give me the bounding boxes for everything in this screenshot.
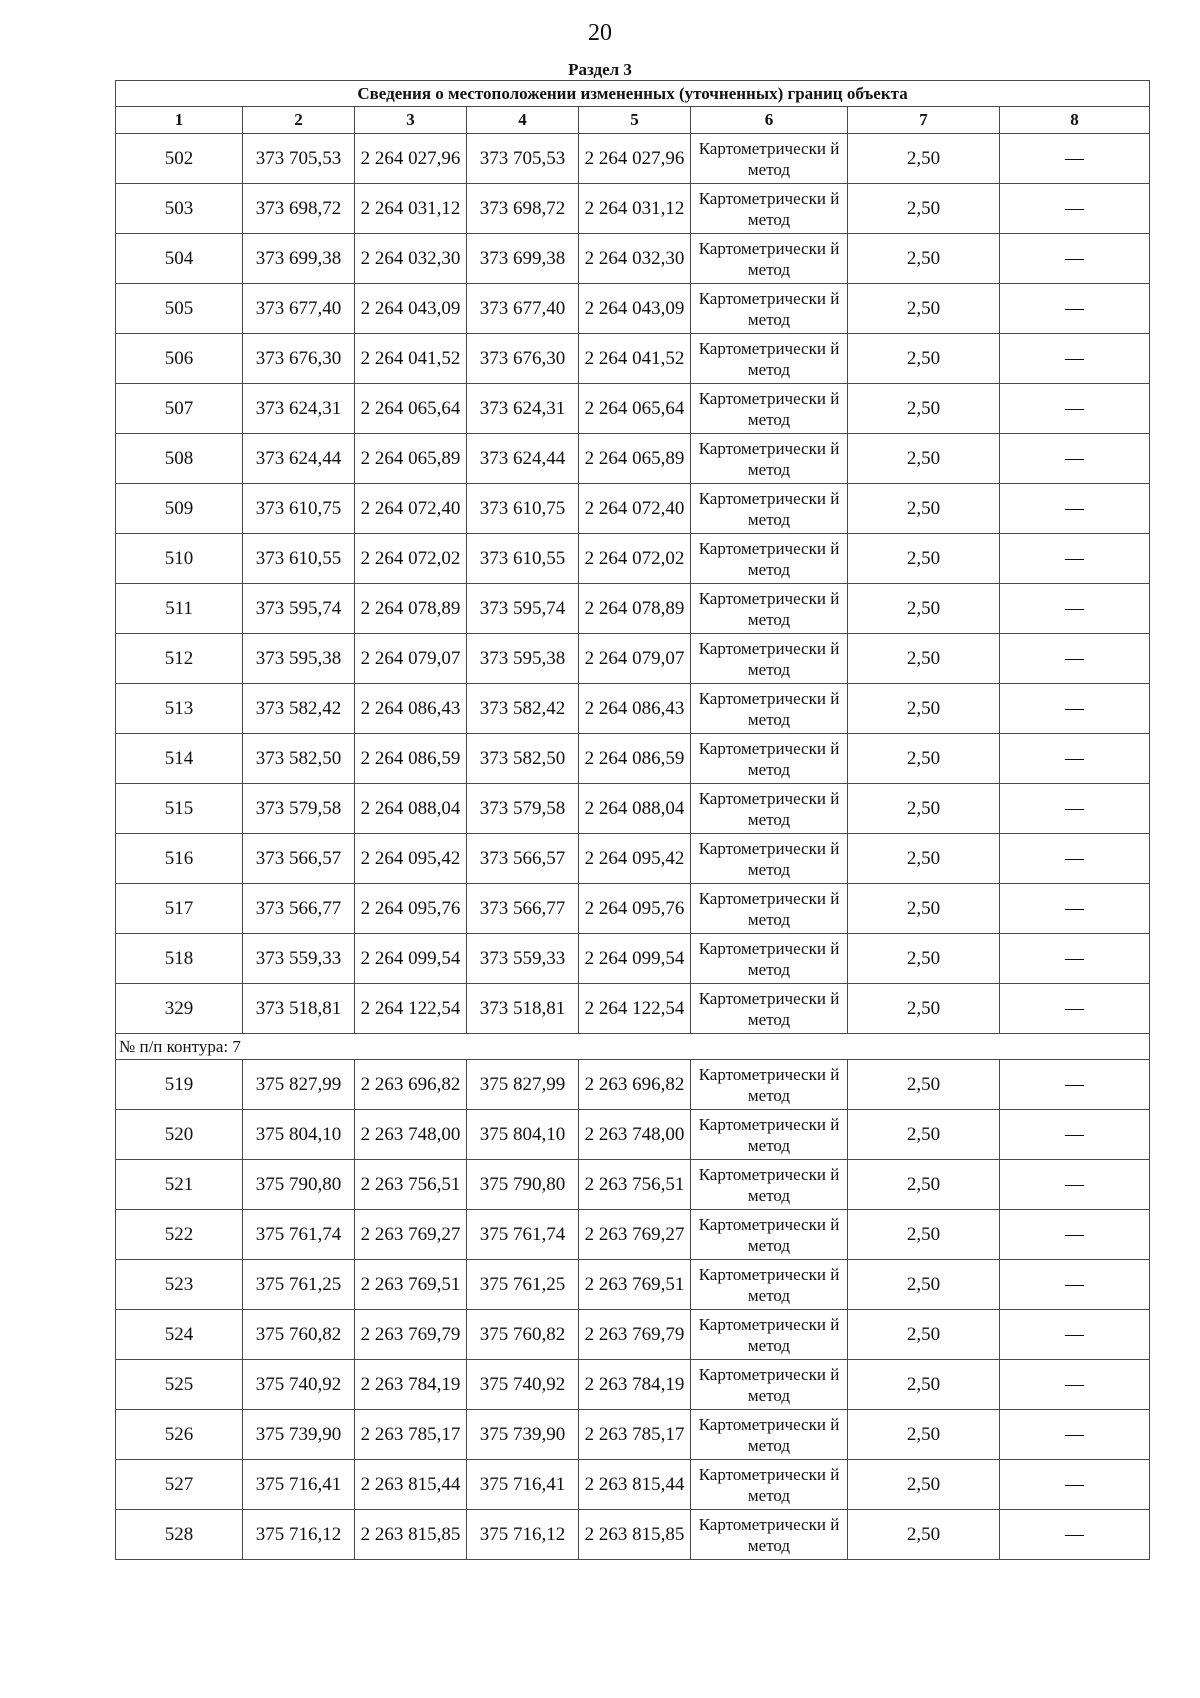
accuracy-cell: 2,50 [848,1260,1000,1310]
point-number-cell: 502 [116,134,243,184]
y-new-cell: 2 264 072,40 [579,484,691,534]
x-existing-cell: 375 760,82 [243,1310,355,1360]
accuracy-cell: 2,50 [848,984,1000,1034]
x-new-cell: 373 699,38 [467,234,579,284]
y-new-cell: 2 264 086,59 [579,734,691,784]
y-new-cell: 2 264 099,54 [579,934,691,984]
accuracy-cell: 2,50 [848,784,1000,834]
table-row [116,934,1150,984]
x-new-cell: 373 677,40 [467,284,579,334]
description-cell: — [1000,234,1150,284]
y-new-cell: 2 263 815,44 [579,1460,691,1510]
y-new-cell: 2 263 696,82 [579,1060,691,1110]
x-new-cell: 375 716,41 [467,1460,579,1510]
accuracy-cell: 2,50 [848,534,1000,584]
x-existing-cell: 375 740,92 [243,1360,355,1410]
table-row [116,984,1150,1034]
x-new-cell: 375 716,12 [467,1510,579,1560]
y-new-cell: 2 263 756,51 [579,1160,691,1210]
description-cell: — [1000,634,1150,684]
accuracy-cell: 2,50 [848,1360,1000,1410]
method-cell: Картометрически й метод [691,1060,848,1110]
y-existing-cell: 2 263 696,82 [355,1060,467,1110]
point-number-cell: 523 [116,1260,243,1310]
y-existing-cell: 2 263 785,17 [355,1410,467,1460]
x-new-cell: 373 595,38 [467,634,579,684]
description-cell: — [1000,1210,1150,1260]
method-cell: Картометрически й метод [691,334,848,384]
y-existing-cell: 2 264 086,59 [355,734,467,784]
table-row [116,234,1150,284]
point-number-cell: 516 [116,834,243,884]
description-cell: — [1000,834,1150,884]
method-cell: Картометрически й метод [691,284,848,334]
method-cell: Картометрически й метод [691,634,848,684]
y-existing-cell: 2 264 031,12 [355,184,467,234]
y-existing-cell: 2 264 027,96 [355,134,467,184]
boundary-coordinates-table [115,80,1150,1560]
x-new-cell: 373 624,31 [467,384,579,434]
contour-separator-row [116,1034,1150,1060]
y-existing-cell: 2 264 122,54 [355,984,467,1034]
method-cell: Картометрически й метод [691,1110,848,1160]
description-cell: — [1000,134,1150,184]
x-existing-cell: 373 582,50 [243,734,355,784]
description-cell: — [1000,684,1150,734]
description-cell: — [1000,884,1150,934]
x-existing-cell: 373 579,58 [243,784,355,834]
method-cell: Картометрически й метод [691,1360,848,1410]
y-existing-cell: 2 263 769,51 [355,1260,467,1310]
y-existing-cell: 2 263 815,44 [355,1460,467,1510]
method-cell: Картометрически й метод [691,734,848,784]
y-existing-cell: 2 264 065,89 [355,434,467,484]
description-cell: — [1000,1160,1150,1210]
point-number-cell: 329 [116,984,243,1034]
method-cell: Картометрически й метод [691,584,848,634]
y-existing-cell: 2 264 079,07 [355,634,467,684]
point-number-cell: 528 [116,1510,243,1560]
x-new-cell: 375 761,74 [467,1210,579,1260]
y-new-cell: 2 264 072,02 [579,534,691,584]
point-number-cell: 514 [116,734,243,784]
description-cell: — [1000,1060,1150,1110]
table-row [116,1260,1150,1310]
x-new-cell: 375 740,92 [467,1360,579,1410]
point-number-cell: 503 [116,184,243,234]
point-number-cell: 519 [116,1060,243,1110]
description-cell: — [1000,534,1150,584]
description-cell: — [1000,1360,1150,1410]
point-number-cell: 520 [116,1110,243,1160]
contour-label: № п/п контура: 7 [116,1034,1150,1060]
table-row [116,784,1150,834]
accuracy-cell: 2,50 [848,684,1000,734]
y-new-cell: 2 264 031,12 [579,184,691,234]
x-new-cell: 373 582,42 [467,684,579,734]
page-number: 20 [588,20,612,46]
accuracy-cell: 2,50 [848,184,1000,234]
column-number: 6 [691,107,848,134]
accuracy-cell: 2,50 [848,934,1000,984]
table-row [116,384,1150,434]
point-number-cell: 504 [116,234,243,284]
point-number-cell: 511 [116,584,243,634]
y-existing-cell: 2 263 784,19 [355,1360,467,1410]
x-new-cell: 373 579,58 [467,784,579,834]
y-new-cell: 2 264 065,64 [579,384,691,434]
method-cell: Картометрически й метод [691,784,848,834]
y-existing-cell: 2 264 086,43 [355,684,467,734]
x-new-cell: 373 518,81 [467,984,579,1034]
description-cell: — [1000,1310,1150,1360]
method-cell: Картометрически й метод [691,684,848,734]
accuracy-cell: 2,50 [848,1110,1000,1160]
x-existing-cell: 373 624,31 [243,384,355,434]
accuracy-cell: 2,50 [848,1310,1000,1360]
x-new-cell: 373 610,55 [467,534,579,584]
point-number-cell: 507 [116,384,243,434]
y-new-cell: 2 263 769,27 [579,1210,691,1260]
y-existing-cell: 2 263 756,51 [355,1160,467,1210]
accuracy-cell: 2,50 [848,334,1000,384]
method-cell: Картометрически й метод [691,1310,848,1360]
table-row [116,1310,1150,1360]
method-cell: Картометрически й метод [691,1210,848,1260]
y-existing-cell: 2 264 095,42 [355,834,467,884]
column-number: 5 [579,107,691,134]
y-new-cell: 2 264 095,76 [579,884,691,934]
y-new-cell: 2 263 815,85 [579,1510,691,1560]
y-new-cell: 2 264 027,96 [579,134,691,184]
y-existing-cell: 2 263 769,27 [355,1210,467,1260]
y-existing-cell: 2 264 032,30 [355,234,467,284]
x-new-cell: 375 739,90 [467,1410,579,1460]
accuracy-cell: 2,50 [848,484,1000,534]
description-cell: — [1000,934,1150,984]
y-new-cell: 2 263 784,19 [579,1360,691,1410]
x-new-cell: 373 698,72 [467,184,579,234]
x-new-cell: 375 827,99 [467,1060,579,1110]
y-new-cell: 2 263 785,17 [579,1410,691,1460]
accuracy-cell: 2,50 [848,1060,1000,1110]
description-cell: — [1000,434,1150,484]
point-number-cell: 515 [116,784,243,834]
x-existing-cell: 373 676,30 [243,334,355,384]
x-existing-cell: 373 566,57 [243,834,355,884]
method-cell: Картометрически й метод [691,934,848,984]
x-existing-cell: 375 716,12 [243,1510,355,1560]
column-number: 7 [848,107,1000,134]
table-row [116,1510,1150,1560]
description-cell: — [1000,284,1150,334]
x-new-cell: 375 761,25 [467,1260,579,1310]
description-cell: — [1000,484,1150,534]
y-new-cell: 2 264 122,54 [579,984,691,1034]
table-row [116,634,1150,684]
y-existing-cell: 2 264 065,64 [355,384,467,434]
x-new-cell: 375 804,10 [467,1110,579,1160]
table-row [116,1360,1150,1410]
table-row [116,334,1150,384]
description-cell: — [1000,184,1150,234]
y-new-cell: 2 263 769,51 [579,1260,691,1310]
accuracy-cell: 2,50 [848,1510,1000,1560]
method-cell: Картометрически й метод [691,834,848,884]
y-existing-cell: 2 264 041,52 [355,334,467,384]
method-cell: Картометрически й метод [691,1260,848,1310]
y-existing-cell: 2 264 095,76 [355,884,467,934]
accuracy-cell: 2,50 [848,1460,1000,1510]
table-row [116,134,1150,184]
y-new-cell: 2 264 043,09 [579,284,691,334]
method-cell: Картометрически й метод [691,884,848,934]
accuracy-cell: 2,50 [848,634,1000,684]
point-number-cell: 513 [116,684,243,734]
x-existing-cell: 373 559,33 [243,934,355,984]
point-number-cell: 508 [116,434,243,484]
description-cell: — [1000,334,1150,384]
description-cell: — [1000,384,1150,434]
table-caption-row [116,81,1150,107]
column-number: 8 [1000,107,1150,134]
point-number-cell: 525 [116,1360,243,1410]
y-existing-cell: 2 264 099,54 [355,934,467,984]
point-number-cell: 526 [116,1410,243,1460]
accuracy-cell: 2,50 [848,734,1000,784]
table-caption: Сведения о местоположении измененных (уточненных) границ объекта [116,81,1150,107]
x-new-cell: 373 582,50 [467,734,579,784]
accuracy-cell: 2,50 [848,284,1000,334]
method-cell: Картометрически й метод [691,1510,848,1560]
point-number-cell: 522 [116,1210,243,1260]
description-cell: — [1000,1460,1150,1510]
x-existing-cell: 375 761,74 [243,1210,355,1260]
column-number-row [116,107,1150,134]
x-new-cell: 373 595,74 [467,584,579,634]
y-new-cell: 2 264 079,07 [579,634,691,684]
point-number-cell: 518 [116,934,243,984]
x-new-cell: 375 760,82 [467,1310,579,1360]
table-row [116,1060,1150,1110]
description-cell: — [1000,1410,1150,1460]
accuracy-cell: 2,50 [848,884,1000,934]
method-cell: Картометрически й метод [691,534,848,584]
accuracy-cell: 2,50 [848,1160,1000,1210]
table-row [116,1110,1150,1160]
point-number-cell: 521 [116,1160,243,1210]
x-new-cell: 373 559,33 [467,934,579,984]
table-row [116,584,1150,634]
x-existing-cell: 373 705,53 [243,134,355,184]
table-row [116,1160,1150,1210]
description-cell: — [1000,1110,1150,1160]
y-new-cell: 2 264 032,30 [579,234,691,284]
table-row [116,484,1150,534]
method-cell: Картометрически й метод [691,434,848,484]
method-cell: Картометрически й метод [691,1160,848,1210]
x-existing-cell: 375 827,99 [243,1060,355,1110]
y-new-cell: 2 263 748,00 [579,1110,691,1160]
x-new-cell: 375 790,80 [467,1160,579,1210]
x-new-cell: 373 705,53 [467,134,579,184]
y-new-cell: 2 264 088,04 [579,784,691,834]
description-cell: — [1000,734,1150,784]
description-cell: — [1000,984,1150,1034]
y-new-cell: 2 264 086,43 [579,684,691,734]
accuracy-cell: 2,50 [848,584,1000,634]
y-new-cell: 2 264 078,89 [579,584,691,634]
description-cell: — [1000,1260,1150,1310]
column-number: 3 [355,107,467,134]
table-row [116,534,1150,584]
method-cell: Картометрически й метод [691,984,848,1034]
x-existing-cell: 373 566,77 [243,884,355,934]
accuracy-cell: 2,50 [848,384,1000,434]
y-existing-cell: 2 263 748,00 [355,1110,467,1160]
table-row [116,884,1150,934]
x-new-cell: 373 610,75 [467,484,579,534]
y-existing-cell: 2 264 072,40 [355,484,467,534]
accuracy-cell: 2,50 [848,1410,1000,1460]
description-cell: — [1000,784,1150,834]
x-existing-cell: 375 716,41 [243,1460,355,1510]
description-cell: — [1000,1510,1150,1560]
point-number-cell: 524 [116,1310,243,1360]
y-new-cell: 2 264 095,42 [579,834,691,884]
x-existing-cell: 375 761,25 [243,1260,355,1310]
description-cell: — [1000,584,1150,634]
x-new-cell: 373 566,77 [467,884,579,934]
x-existing-cell: 373 677,40 [243,284,355,334]
y-existing-cell: 2 264 043,09 [355,284,467,334]
method-cell: Картометрически й метод [691,1410,848,1460]
y-new-cell: 2 264 041,52 [579,334,691,384]
y-existing-cell: 2 263 815,85 [355,1510,467,1560]
accuracy-cell: 2,50 [848,234,1000,284]
y-new-cell: 2 264 065,89 [579,434,691,484]
y-existing-cell: 2 264 072,02 [355,534,467,584]
x-existing-cell: 373 610,55 [243,534,355,584]
table-row [116,734,1150,784]
x-existing-cell: 373 698,72 [243,184,355,234]
table-row [116,1460,1150,1510]
point-number-cell: 506 [116,334,243,384]
table-row [116,1210,1150,1260]
table-row [116,684,1150,734]
x-existing-cell: 375 804,10 [243,1110,355,1160]
accuracy-cell: 2,50 [848,1210,1000,1260]
method-cell: Картометрически й метод [691,384,848,434]
column-number: 2 [243,107,355,134]
x-existing-cell: 373 610,75 [243,484,355,534]
y-existing-cell: 2 264 078,89 [355,584,467,634]
x-existing-cell: 373 582,42 [243,684,355,734]
x-existing-cell: 373 595,74 [243,584,355,634]
point-number-cell: 509 [116,484,243,534]
table-row [116,434,1150,484]
x-existing-cell: 373 595,38 [243,634,355,684]
column-number: 1 [116,107,243,134]
x-existing-cell: 373 518,81 [243,984,355,1034]
x-existing-cell: 375 790,80 [243,1160,355,1210]
method-cell: Картометрически й метод [691,1460,848,1510]
column-number: 4 [467,107,579,134]
y-new-cell: 2 263 769,79 [579,1310,691,1360]
point-number-cell: 512 [116,634,243,684]
table-row [116,834,1150,884]
x-new-cell: 373 566,57 [467,834,579,884]
x-new-cell: 373 624,44 [467,434,579,484]
accuracy-cell: 2,50 [848,134,1000,184]
table-row [116,1410,1150,1460]
table-row [116,284,1150,334]
y-existing-cell: 2 263 769,79 [355,1310,467,1360]
point-number-cell: 510 [116,534,243,584]
method-cell: Картометрически й метод [691,134,848,184]
method-cell: Картометрически й метод [691,484,848,534]
table-row [116,184,1150,234]
x-existing-cell: 373 699,38 [243,234,355,284]
section-title: Раздел 3 [568,60,632,79]
accuracy-cell: 2,50 [848,834,1000,884]
x-existing-cell: 375 739,90 [243,1410,355,1460]
x-existing-cell: 373 624,44 [243,434,355,484]
method-cell: Картометрически й метод [691,184,848,234]
accuracy-cell: 2,50 [848,434,1000,484]
method-cell: Картометрически й метод [691,234,848,284]
point-number-cell: 527 [116,1460,243,1510]
point-number-cell: 505 [116,284,243,334]
point-number-cell: 517 [116,884,243,934]
x-new-cell: 373 676,30 [467,334,579,384]
y-existing-cell: 2 264 088,04 [355,784,467,834]
